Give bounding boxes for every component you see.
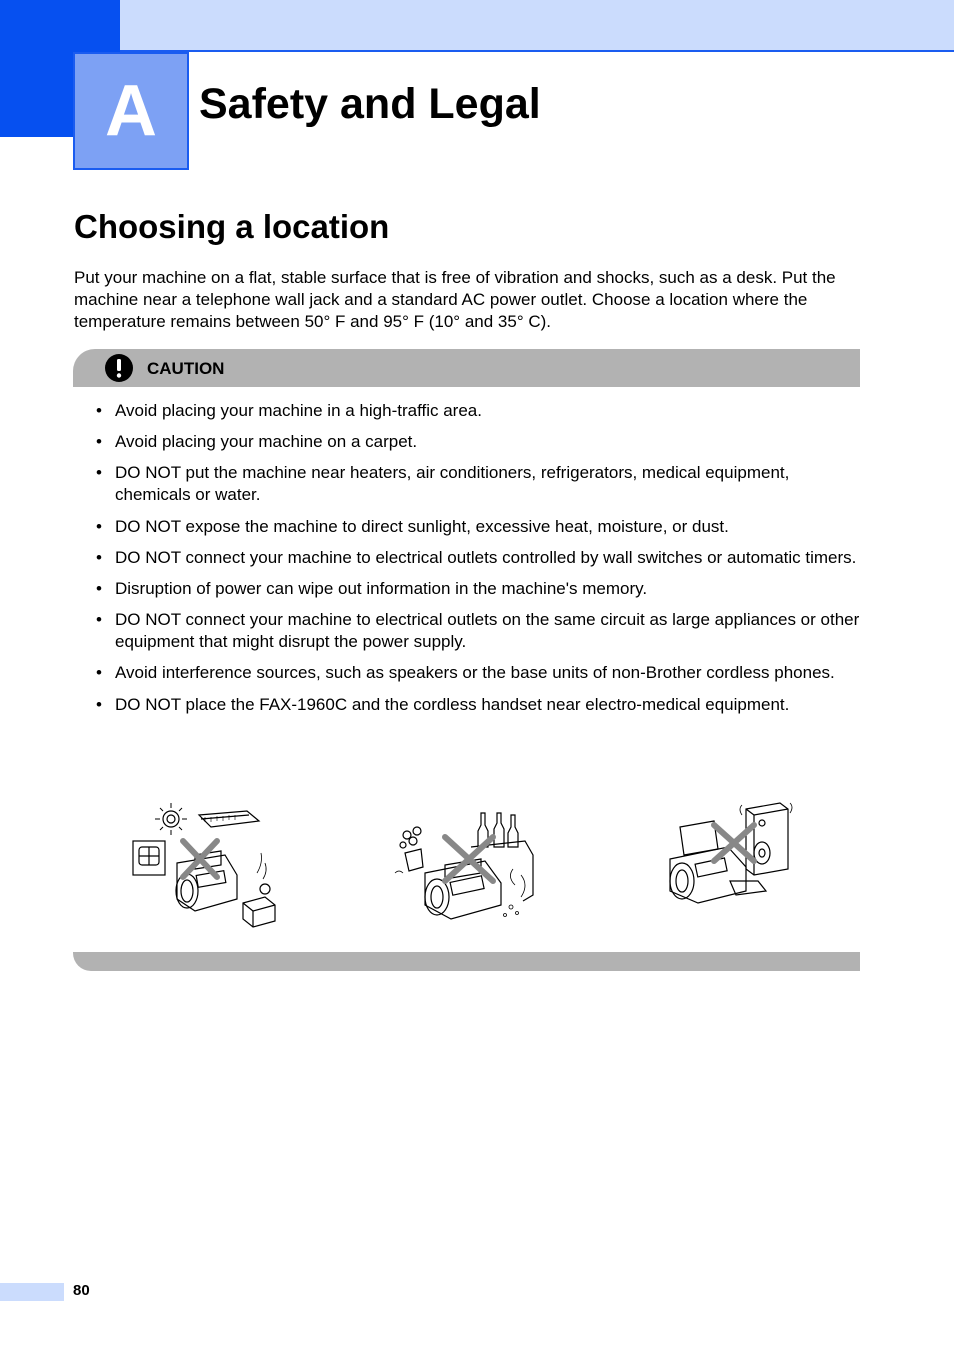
header-band bbox=[120, 0, 954, 52]
caution-label: CAUTION bbox=[147, 359, 225, 378]
intro-paragraph: Put your machine on a flat, stable surface that is free of vibration and shocks, such as a desk. Put the machine near a telephone wall jack and a standard AC power outlet. Choose a location where the temperature remains between 50° F and 95° F (10° and 35° C). bbox=[74, 268, 836, 331]
list-item: • DO NOT place the FAX-1960C and the cordless handset near electro-medical equipment. bbox=[96, 694, 790, 714]
list-item: • Avoid interference sources, such as speakers or the base units of non-Brother cordless phones. bbox=[96, 663, 835, 683]
chapter-letter: A bbox=[105, 71, 157, 151]
fax-near-speaker-illustration bbox=[650, 795, 830, 935]
caution-header bbox=[73, 349, 860, 387]
chapter-badge bbox=[73, 52, 189, 170]
bullet-mark: • bbox=[96, 547, 102, 567]
list-item: • DO NOT connect your machine to electrical outlets controlled by wall switches or automatic timers. bbox=[96, 547, 857, 567]
bullet-mark: • bbox=[96, 401, 102, 420]
fax-near-water-illustration bbox=[385, 795, 565, 935]
page-number: 80 bbox=[73, 1282, 90, 1299]
chapter-title: Safety and Legal bbox=[199, 80, 541, 128]
bullet-mark: • bbox=[96, 432, 102, 452]
bullet-mark: • bbox=[96, 463, 102, 483]
list-item: • DO NOT connect your machine to electrical outlets on the same circuit as large appliances or other equipment that might disrupt the power supply. bbox=[96, 610, 860, 652]
list-item: • Avoid placing your machine on a carpet. bbox=[96, 432, 418, 452]
list-item: • Disruption of power can wipe out information in the machine's memory. bbox=[96, 578, 648, 598]
list-item: • DO NOT put the machine near heaters, air conditioners, refrigerators, medical equipment, chemicals or water. bbox=[96, 463, 790, 505]
list-item: • DO NOT expose the machine to direct sunlight, excessive heat, moisture, or dust. bbox=[96, 516, 729, 536]
bullet-mark: • bbox=[96, 578, 102, 598]
bullet-mark: • bbox=[96, 516, 102, 536]
fax-near-heat-illustration bbox=[125, 795, 305, 935]
bullet-mark: • bbox=[96, 663, 102, 683]
exclamation-icon bbox=[105, 354, 133, 382]
bullet-mark: • bbox=[96, 694, 102, 714]
section-title: Choosing a location bbox=[74, 208, 390, 245]
list-item: • Avoid placing your machine in a high-traffic area. bbox=[96, 401, 482, 420]
caution-footer-bar bbox=[73, 952, 860, 971]
bullet-mark: • bbox=[96, 610, 102, 630]
caution-list bbox=[96, 400, 866, 725]
page-tab bbox=[0, 1283, 64, 1301]
